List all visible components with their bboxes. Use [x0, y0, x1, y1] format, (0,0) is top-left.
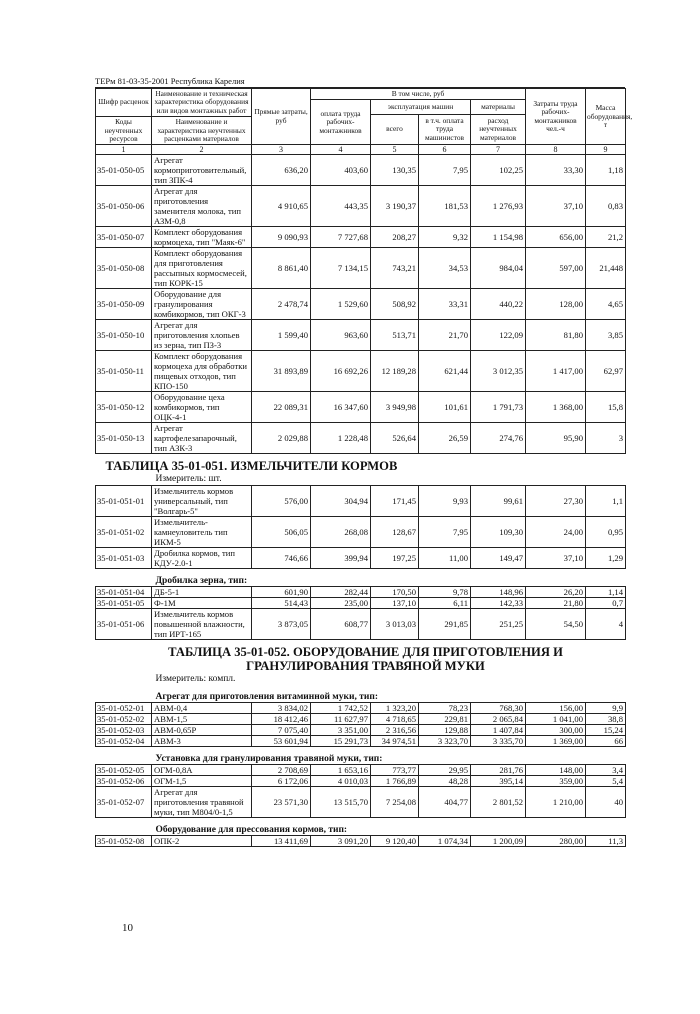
table-row — [96, 289, 626, 320]
row-code: 35-01-052-06 — [96, 776, 152, 787]
row-mass: 0,7 — [586, 598, 626, 609]
row-materials: 395,14 — [471, 776, 526, 787]
row-machinist-wage: 229,81 — [419, 714, 471, 725]
row-code: 35-01-050-09 — [96, 289, 152, 320]
table-row — [96, 736, 626, 747]
row-machine-cost: 170,50 — [371, 587, 419, 598]
row-direct-cost: 13 411,69 — [252, 836, 311, 847]
row-machinist-wage: 129,88 — [419, 725, 471, 736]
row-labor: 26,20 — [526, 587, 586, 598]
table-row — [96, 609, 626, 640]
row-name: Измельчитель кормов универсальный, тип "Волгарь-5" — [152, 486, 252, 517]
row-labor: 95,90 — [526, 423, 586, 454]
row-wage: 304,94 — [311, 486, 371, 517]
row-machine-cost: 171,45 — [371, 486, 419, 517]
row-machine-cost: 3 949,98 — [371, 392, 419, 423]
row-machine-cost: 773,77 — [371, 765, 419, 776]
row-materials: 3 012,35 — [471, 351, 526, 392]
row-direct-cost: 9 090,93 — [252, 227, 311, 248]
table-row — [96, 836, 626, 847]
row-mass: 21,2 — [586, 227, 626, 248]
row-mass: 15,24 — [586, 725, 626, 736]
row-mass: 15,8 — [586, 392, 626, 423]
row-mass: 0,95 — [586, 517, 626, 548]
table-header — [96, 89, 633, 155]
row-name: Агрегат для приготовления хлопьев из зерна, тип ПЗ-3 — [152, 320, 252, 351]
row-labor: 54,50 — [526, 609, 586, 640]
table-row — [96, 320, 626, 351]
table-row — [96, 486, 626, 517]
row-machinist-wage: 34,53 — [419, 248, 471, 289]
row-wage: 16 347,60 — [311, 392, 371, 423]
table-row — [96, 548, 626, 569]
row-wage: 399,94 — [311, 548, 371, 569]
row-direct-cost: 1 599,40 — [252, 320, 311, 351]
col-number: 2 — [152, 145, 252, 155]
row-materials: 122,09 — [471, 320, 526, 351]
row-mass: 38,8 — [586, 714, 626, 725]
table-row — [96, 155, 626, 186]
table-row — [96, 598, 626, 609]
row-mass: 5,4 — [586, 776, 626, 787]
row-wage: 1 529,60 — [311, 289, 371, 320]
row-machinist-wage: 33,31 — [419, 289, 471, 320]
row-name: Комплект оборудования кормоцеха, тип "Маяк-6" — [152, 227, 252, 248]
row-labor: 1 210,00 — [526, 787, 586, 818]
row-machinist-wage: 7,95 — [419, 517, 471, 548]
row-machinist-wage: 78,23 — [419, 703, 471, 714]
row-wage: 13 515,70 — [311, 787, 371, 818]
table-051-unit: Измеритель: шт. — [155, 474, 222, 485]
row-labor: 1 041,00 — [526, 714, 586, 725]
row-direct-cost: 2 029,88 — [252, 423, 311, 454]
row-labor: 24,00 — [526, 517, 586, 548]
row-name: ДБ-5-1 — [152, 587, 252, 598]
row-machinist-wage: 9,32 — [419, 227, 471, 248]
table-row — [96, 776, 626, 787]
row-code: 35-01-050-08 — [96, 248, 152, 289]
row-wage: 1 742,52 — [311, 703, 371, 714]
row-mass: 66 — [586, 736, 626, 747]
row-code: 35-01-051-05 — [96, 598, 152, 609]
row-code: 35-01-050-10 — [96, 320, 152, 351]
row-direct-cost: 3 834,02 — [252, 703, 311, 714]
row-name: ОПК-2 — [152, 836, 252, 847]
col-number: 5 — [371, 145, 419, 155]
row-mass: 1,29 — [586, 548, 626, 569]
row-machine-cost: 12 189,28 — [371, 351, 419, 392]
row-direct-cost: 8 861,40 — [252, 248, 311, 289]
row-mass: 4,65 — [586, 289, 626, 320]
row-name: Измельчитель кормов повышенной влажности, тип ИРТ-165 — [152, 609, 252, 640]
row-machine-cost: 2 316,56 — [371, 725, 419, 736]
row-mass: 9,9 — [586, 703, 626, 714]
row-materials: 1 276,93 — [471, 186, 526, 227]
row-materials: 148,96 — [471, 587, 526, 598]
row-materials: 102,25 — [471, 155, 526, 186]
document-page — [95, 76, 633, 847]
row-machine-cost: 513,71 — [371, 320, 419, 351]
row-name: Оборудование цеха комбикормов, тип ОЦК-4-1 — [152, 392, 252, 423]
row-machine-cost: 3 013,03 — [371, 609, 419, 640]
row-code: 35-01-051-02 — [96, 517, 152, 548]
row-machine-cost: 3 190,37 — [371, 186, 419, 227]
row-materials: 440,22 — [471, 289, 526, 320]
row-direct-cost: 636,20 — [252, 155, 311, 186]
header-direct: Прямые затраты, руб — [252, 89, 311, 145]
row-materials: 1 154,98 — [471, 227, 526, 248]
row-wage: 4 010,03 — [311, 776, 371, 787]
row-machine-cost: 128,67 — [371, 517, 419, 548]
row-wage: 963,60 — [311, 320, 371, 351]
row-direct-cost: 53 601,94 — [252, 736, 311, 747]
row-wage: 11 627,97 — [311, 714, 371, 725]
row-materials: 984,04 — [471, 248, 526, 289]
row-machine-cost: 34 974,51 — [371, 736, 419, 747]
subheading-pressing: Оборудование для прессования кормов, тип: — [96, 818, 626, 836]
row-name: ОГМ-0,8А — [152, 765, 252, 776]
subheading-grain-crusher: Дробилка зерна, тип: — [96, 569, 626, 587]
row-machinist-wage: 3 323,70 — [419, 736, 471, 747]
row-name: Агрегат кормоприготовительный, тип ЗПК-4 — [152, 155, 252, 186]
row-name: Измельчитель-камнеуловитель тип ИКМ-5 — [152, 517, 252, 548]
row-code: 35-01-050-13 — [96, 423, 152, 454]
col-number: 4 — [311, 145, 371, 155]
row-code: 35-01-052-03 — [96, 725, 152, 736]
row-code: 35-01-052-05 — [96, 765, 152, 776]
row-machine-cost: 1 323,20 — [371, 703, 419, 714]
row-direct-cost: 746,66 — [252, 548, 311, 569]
row-wage: 235,00 — [311, 598, 371, 609]
row-machinist-wage: 9,93 — [419, 486, 471, 517]
header-code-top: Шифр расценок — [96, 89, 152, 117]
row-code: 35-01-051-03 — [96, 548, 152, 569]
col-number: 7 — [471, 145, 526, 155]
row-labor: 280,00 — [526, 836, 586, 847]
row-labor: 1 368,00 — [526, 392, 586, 423]
row-name: АВМ-0,4 — [152, 703, 252, 714]
table-row — [96, 248, 626, 289]
row-wage: 403,60 — [311, 155, 371, 186]
row-materials: 142,33 — [471, 598, 526, 609]
row-materials: 1 407,84 — [471, 725, 526, 736]
row-mass: 1,1 — [586, 486, 626, 517]
row-direct-cost: 23 571,30 — [252, 787, 311, 818]
row-name: Агрегат для приготовления заменителя молока, тип АЗМ-0,8 — [152, 186, 252, 227]
row-direct-cost: 4 910,65 — [252, 186, 311, 227]
row-name: АВМ-1,5 — [152, 714, 252, 725]
page-number: 10 — [122, 922, 133, 934]
row-mass: 0,83 — [586, 186, 626, 227]
row-machine-cost: 197,25 — [371, 548, 419, 569]
row-labor: 656,00 — [526, 227, 586, 248]
row-materials: 3 335,70 — [471, 736, 526, 747]
row-direct-cost: 7 075,40 — [252, 725, 311, 736]
row-direct-cost: 3 873,05 — [252, 609, 311, 640]
row-machine-cost: 137,10 — [371, 598, 419, 609]
row-mass: 3,85 — [586, 320, 626, 351]
row-mass: 62,97 — [586, 351, 626, 392]
row-machinist-wage: 181,53 — [419, 186, 471, 227]
row-labor: 1 369,00 — [526, 736, 586, 747]
table-row — [96, 587, 626, 598]
row-labor: 1 417,00 — [526, 351, 586, 392]
row-wage: 16 692,26 — [311, 351, 371, 392]
row-labor: 33,30 — [526, 155, 586, 186]
row-machine-cost: 1 766,89 — [371, 776, 419, 787]
header-labor: Затраты труда рабочих-монтажников чел.-ч — [526, 89, 586, 145]
header-wage: оплата труда рабочих-монтажников — [311, 100, 371, 145]
row-machine-cost: 743,21 — [371, 248, 419, 289]
row-wage: 282,44 — [311, 587, 371, 598]
row-machinist-wage: 7,95 — [419, 155, 471, 186]
row-wage: 7 727,68 — [311, 227, 371, 248]
row-code: 35-01-050-11 — [96, 351, 152, 392]
table-row — [96, 227, 626, 248]
row-wage: 1 653,16 — [311, 765, 371, 776]
row-labor: 148,00 — [526, 765, 586, 776]
header-total: всего — [371, 114, 419, 145]
row-labor: 37,10 — [526, 186, 586, 227]
row-machine-cost: 508,92 — [371, 289, 419, 320]
row-name: Оборудование для гранулирования комбикормов, тип ОКГ-3 — [152, 289, 252, 320]
row-direct-cost: 31 893,89 — [252, 351, 311, 392]
row-code: 35-01-051-04 — [96, 587, 152, 598]
row-machinist-wage: 26,59 — [419, 423, 471, 454]
row-wage: 3 091,20 — [311, 836, 371, 847]
header-name-bottom: Наименование и характеристика неучтенных расценками материалов — [152, 117, 252, 145]
row-wage: 608,77 — [311, 609, 371, 640]
row-mass: 1,14 — [586, 587, 626, 598]
row-materials: 2 801,52 — [471, 787, 526, 818]
row-direct-cost: 576,00 — [252, 486, 311, 517]
row-name: Агрегат картофелезапарочный, тип АЗК-3 — [152, 423, 252, 454]
header-materials-sub: расход неучтенных материалов — [471, 114, 526, 145]
table-row — [96, 765, 626, 776]
row-name: АВМ-3 — [152, 736, 252, 747]
row-direct-cost: 514,43 — [252, 598, 311, 609]
row-code: 35-01-051-06 — [96, 609, 152, 640]
row-labor: 359,00 — [526, 776, 586, 787]
row-wage: 1 228,48 — [311, 423, 371, 454]
row-machinist-wage: 11,00 — [419, 548, 471, 569]
table-row — [96, 517, 626, 548]
row-machine-cost: 130,35 — [371, 155, 419, 186]
row-machinist-wage: 621,44 — [419, 351, 471, 392]
row-name: Комплект оборудования для приготовления рассыпных кормосмесей, тип КОРК-15 — [152, 248, 252, 289]
col-number: 3 — [252, 145, 311, 155]
row-direct-cost: 22 089,31 — [252, 392, 311, 423]
row-wage: 443,35 — [311, 186, 371, 227]
table-row — [96, 787, 626, 818]
row-mass: 21,448 — [586, 248, 626, 289]
table-row — [96, 725, 626, 736]
row-materials: 281,76 — [471, 765, 526, 776]
row-mass: 11,3 — [586, 836, 626, 847]
row-wage: 15 291,73 — [311, 736, 371, 747]
row-direct-cost: 2 478,74 — [252, 289, 311, 320]
row-machinist-wage: 29,95 — [419, 765, 471, 776]
row-machinist-wage: 6,11 — [419, 598, 471, 609]
row-labor: 128,00 — [526, 289, 586, 320]
header-machinist-wage: в т.ч. оплата труда машинистов — [419, 114, 471, 145]
col-number: 6 — [419, 145, 471, 155]
row-labor: 21,80 — [526, 598, 586, 609]
row-materials: 99,61 — [471, 486, 526, 517]
subheading-vitamin-flour: Агрегат для приготовления витаминной муки, тип: — [96, 685, 626, 703]
row-code: 35-01-050-05 — [96, 155, 152, 186]
row-code: 35-01-052-08 — [96, 836, 152, 847]
row-name: Агрегат для приготовления травяной муки, тип М804/0-1,5 — [152, 787, 252, 818]
row-materials: 2 065,84 — [471, 714, 526, 725]
row-machinist-wage: 404,77 — [419, 787, 471, 818]
row-code: 35-01-052-02 — [96, 714, 152, 725]
row-materials: 1 791,73 — [471, 392, 526, 423]
row-machinist-wage: 9,78 — [419, 587, 471, 598]
row-machine-cost: 7 254,08 — [371, 787, 419, 818]
row-materials: 251,25 — [471, 609, 526, 640]
row-name: Комплект оборудования кормоцеха для обработки пищевых отходов, тип КПО-150 — [152, 351, 252, 392]
row-name: ОГМ-1,5 — [152, 776, 252, 787]
table-row — [96, 351, 626, 392]
table-row — [96, 714, 626, 725]
price-table — [95, 88, 633, 847]
subheading-granulation: Установка для гранулирования травяной муки, тип: — [96, 747, 626, 765]
row-materials: 1 200,09 — [471, 836, 526, 847]
row-machine-cost: 9 120,40 — [371, 836, 419, 847]
row-machine-cost: 4 718,65 — [371, 714, 419, 725]
row-machinist-wage: 101,61 — [419, 392, 471, 423]
row-materials: 274,76 — [471, 423, 526, 454]
running-header: ТЕРм 81-03-35-2001 Республика Карелия — [95, 76, 625, 88]
row-materials: 768,30 — [471, 703, 526, 714]
row-machine-cost: 526,64 — [371, 423, 419, 454]
row-materials: 109,30 — [471, 517, 526, 548]
header-machines: эксплуатация машин — [371, 100, 471, 114]
row-name: Дробилка кормов, тип КДУ-2.0-1 — [152, 548, 252, 569]
row-code: 35-01-050-06 — [96, 186, 152, 227]
col-number: 8 — [526, 145, 586, 155]
header-mass: Масса оборудования, т — [586, 89, 626, 145]
row-machinist-wage: 1 074,34 — [419, 836, 471, 847]
row-code: 35-01-052-01 — [96, 703, 152, 714]
table-row — [96, 423, 626, 454]
table-row — [96, 186, 626, 227]
row-mass: 3 — [586, 423, 626, 454]
row-name: АВМ-0,65Р — [152, 725, 252, 736]
row-direct-cost: 506,05 — [252, 517, 311, 548]
table-row — [96, 703, 626, 714]
row-wage: 7 134,15 — [311, 248, 371, 289]
row-mass: 3,4 — [586, 765, 626, 776]
row-labor: 597,00 — [526, 248, 586, 289]
table-052-title: ТАБЛИЦА 35-01-052. ОБОРУДОВАНИЕ ДЛЯ ПРИГОТОВЛЕНИЯ И ГРАНУЛИРОВАНИЯ ТРАВЯНОЙ МУКИ — [168, 645, 563, 674]
row-labor: 156,00 — [526, 703, 586, 714]
row-labor: 81,80 — [526, 320, 586, 351]
row-code: 35-01-052-07 — [96, 787, 152, 818]
row-machinist-wage: 291,85 — [419, 609, 471, 640]
row-labor: 27,30 — [526, 486, 586, 517]
col-number: 1 — [96, 145, 152, 155]
table-body — [96, 155, 626, 847]
header-code-bottom: Коды неучтенных ресурсов — [96, 117, 152, 145]
row-machine-cost: 208,27 — [371, 227, 419, 248]
row-mass: 40 — [586, 787, 626, 818]
header-materials: материалы — [471, 100, 526, 114]
row-wage: 3 351,00 — [311, 725, 371, 736]
row-machinist-wage: 48,28 — [419, 776, 471, 787]
row-mass: 4 — [586, 609, 626, 640]
header-incl: В том числе, руб — [311, 89, 526, 100]
row-direct-cost: 601,90 — [252, 587, 311, 598]
row-labor: 300,00 — [526, 725, 586, 736]
column-numbers-row — [96, 145, 626, 155]
row-direct-cost: 6 172,06 — [252, 776, 311, 787]
row-name: Ф-1М — [152, 598, 252, 609]
row-materials: 149,47 — [471, 548, 526, 569]
row-machinist-wage: 21,70 — [419, 320, 471, 351]
col-number: 9 — [586, 145, 626, 155]
row-code: 35-01-050-07 — [96, 227, 152, 248]
header-name-top: Наименование и техническая характеристика оборудования или видов монтажных работ — [152, 89, 252, 117]
row-direct-cost: 2 708,69 — [252, 765, 311, 776]
row-code: 35-01-050-12 — [96, 392, 152, 423]
row-labor: 37,10 — [526, 548, 586, 569]
row-code: 35-01-051-01 — [96, 486, 152, 517]
table-052-unit: Измеритель: компл. — [155, 674, 236, 685]
row-mass: 1,18 — [586, 155, 626, 186]
row-wage: 268,08 — [311, 517, 371, 548]
row-code: 35-01-052-04 — [96, 736, 152, 747]
table-row — [96, 392, 626, 423]
row-direct-cost: 18 412,46 — [252, 714, 311, 725]
table-051-title: ТАБЛИЦА 35-01-051. ИЗМЕЛЬЧИТЕЛИ КОРМОВ — [105, 459, 398, 474]
